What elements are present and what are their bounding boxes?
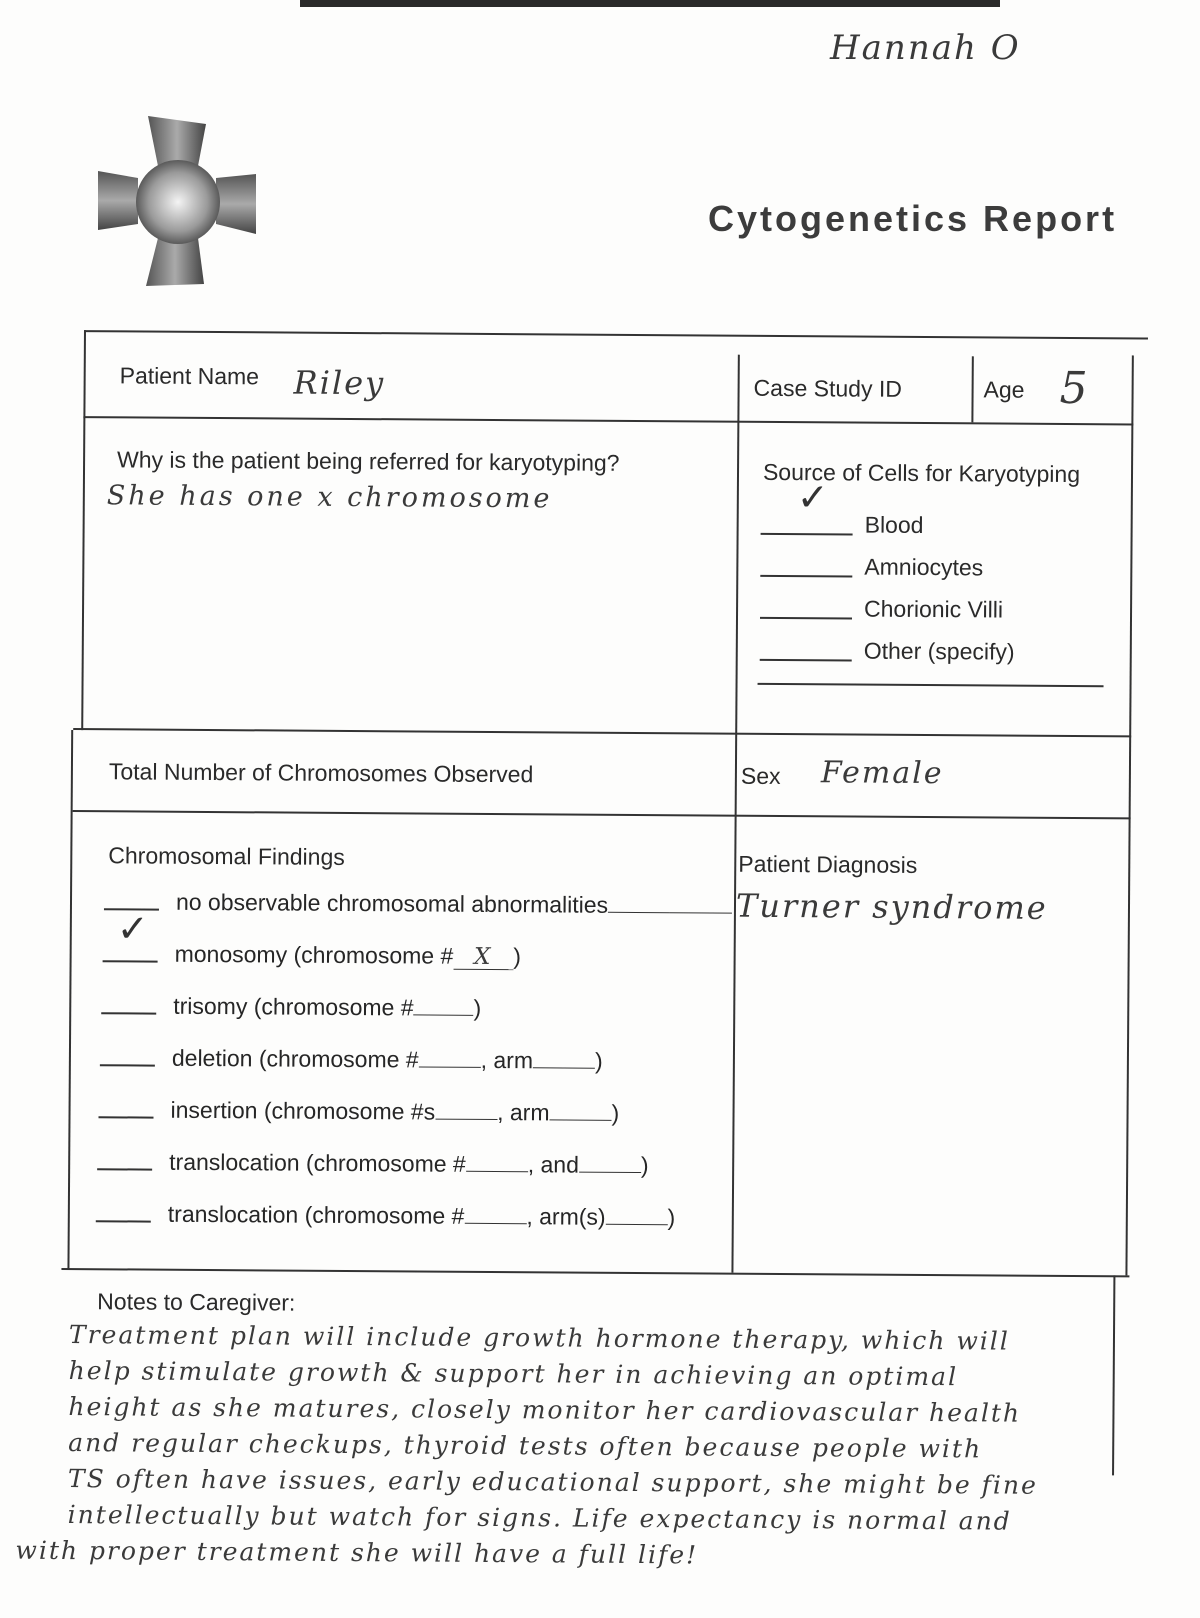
finding-mid-label: , arm(s) bbox=[526, 1203, 605, 1230]
finding-label: no observable chromosomal abnormalities bbox=[176, 889, 608, 918]
finding-fill[interactable]: X bbox=[453, 946, 513, 970]
source-option-blank[interactable] bbox=[761, 533, 853, 535]
finding-blank[interactable] bbox=[670, 912, 732, 913]
source-option-blank[interactable] bbox=[760, 617, 852, 619]
finding-text bbox=[168, 1201, 676, 1232]
source-option-label: Other (specify) bbox=[864, 638, 1015, 666]
finding-close: ) bbox=[595, 1048, 603, 1074]
finding-mid-label: , arm bbox=[497, 1099, 550, 1125]
source-option-blank[interactable] bbox=[760, 575, 852, 577]
finding-close: ) bbox=[611, 1100, 619, 1126]
finding-text bbox=[170, 1097, 619, 1127]
finding-blank[interactable] bbox=[435, 1119, 497, 1120]
finding-checkbox-line[interactable] bbox=[99, 1116, 154, 1118]
finding-fill[interactable] bbox=[414, 1014, 474, 1015]
finding-text bbox=[173, 993, 481, 1022]
finding-mid-label: , and bbox=[528, 1151, 579, 1177]
age-value: 5 bbox=[1059, 363, 1089, 414]
finding-text bbox=[175, 941, 522, 970]
finding-text bbox=[169, 1149, 649, 1179]
chromosomal-findings-title: Chromosomal Findings bbox=[108, 842, 345, 871]
case-study-id-label: Case Study ID bbox=[754, 375, 902, 403]
finding-blank[interactable] bbox=[579, 1172, 641, 1173]
finding-label: monosomy (chromosome # bbox=[175, 941, 454, 969]
total-chromosomes-label: Total Number of Chromosomes Observed bbox=[109, 758, 534, 788]
notes-line: height as she matures, closely monitor her cardiovascular health bbox=[68, 1392, 1021, 1428]
checkmark-icon: ✓ bbox=[117, 906, 149, 950]
source-of-cells-title: Source of Cells for Karyotyping bbox=[763, 459, 1080, 488]
checkmark-icon: ✓ bbox=[797, 475, 829, 519]
notes-line: help stimulate growth & support her in achieving an optimal bbox=[69, 1356, 958, 1391]
notes-line: TS often have issues, early educational support, she might be fine bbox=[68, 1464, 1038, 1500]
source-option-label: Chorionic Villi bbox=[864, 596, 1003, 624]
logo-cross-icon bbox=[98, 116, 258, 288]
age-label: Age bbox=[984, 376, 1025, 403]
finding-checkbox-line[interactable] bbox=[101, 1012, 156, 1014]
finding-checkbox-line[interactable] bbox=[97, 1168, 152, 1170]
notes-line: with proper treatment she will have a full life! bbox=[15, 1536, 698, 1570]
patient-name-label: Patient Name bbox=[120, 362, 260, 390]
owner-signature: Hannah O bbox=[830, 28, 1021, 68]
source-option-label: Blood bbox=[865, 512, 924, 539]
page-top-edge bbox=[300, 0, 1000, 7]
finding-label: deletion (chromosome # bbox=[172, 1045, 419, 1073]
finding-blank[interactable] bbox=[606, 1224, 668, 1225]
sex-value: Female bbox=[821, 755, 944, 791]
finding-text bbox=[176, 889, 732, 920]
finding-blank[interactable] bbox=[549, 1119, 611, 1120]
finding-close: ) bbox=[668, 1204, 676, 1230]
source-option-blank[interactable] bbox=[760, 659, 852, 661]
finding-blank[interactable] bbox=[466, 1171, 528, 1172]
finding-checkbox-line[interactable] bbox=[103, 960, 158, 962]
finding-mid-label: , arm bbox=[481, 1047, 534, 1073]
sex-label: Sex bbox=[741, 763, 781, 790]
notes-line: intellectually but watch for signs. Life expectancy is normal and bbox=[68, 1500, 1012, 1536]
referral-answer: She has one x chromosome bbox=[107, 480, 553, 514]
finding-blank[interactable] bbox=[608, 912, 670, 913]
finding-label: insertion (chromosome #s bbox=[170, 1097, 435, 1125]
referral-question: Why is the patient being referred for karyotyping? bbox=[117, 446, 620, 477]
finding-label: trisomy (chromosome # bbox=[173, 993, 413, 1021]
finding-blank[interactable] bbox=[464, 1223, 526, 1224]
source-option-label: Amniocytes bbox=[864, 554, 983, 582]
notes-label: Notes to Caregiver: bbox=[97, 1288, 295, 1316]
finding-text bbox=[172, 1045, 603, 1075]
finding-close: ) bbox=[473, 995, 481, 1021]
patient-name-value: Riley bbox=[294, 364, 386, 403]
report-form bbox=[59, 330, 1158, 1618]
finding-blank[interactable] bbox=[419, 1066, 481, 1067]
finding-checkbox-line[interactable] bbox=[100, 1064, 155, 1066]
notes-line: and regular checkups, thyroid tests often because people with bbox=[68, 1428, 982, 1463]
patient-diagnosis-label: Patient Diagnosis bbox=[738, 851, 917, 879]
finding-label: translocation (chromosome # bbox=[169, 1149, 466, 1177]
other-specify-line[interactable] bbox=[758, 683, 1104, 687]
finding-close: ) bbox=[641, 1152, 649, 1178]
patient-diagnosis-value: Turner syndrome bbox=[736, 887, 1048, 927]
notes-line: Treatment plan will include growth hormone therapy, which will bbox=[69, 1320, 1010, 1356]
finding-label: translocation (chromosome # bbox=[168, 1201, 465, 1229]
report-title: Cytogenetics Report bbox=[708, 198, 1117, 240]
finding-checkbox-line[interactable] bbox=[96, 1220, 151, 1222]
finding-blank[interactable] bbox=[533, 1067, 595, 1068]
finding-close: ) bbox=[513, 943, 521, 969]
